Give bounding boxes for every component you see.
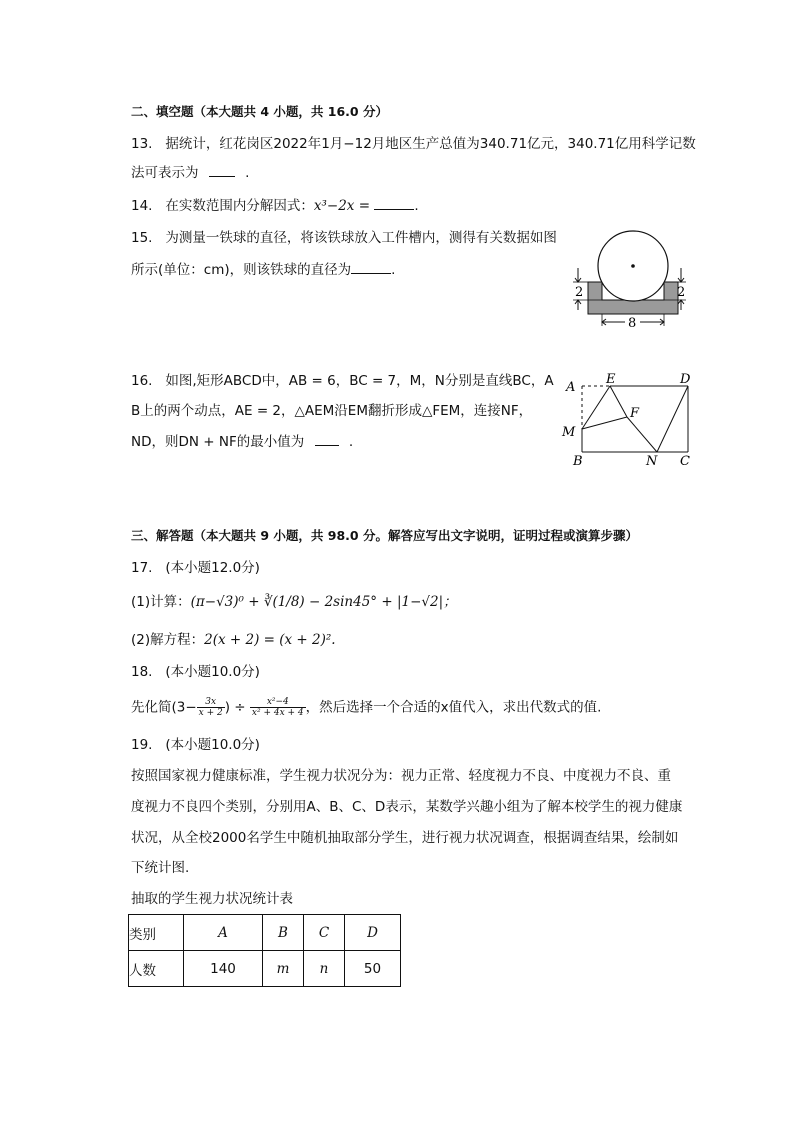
header-C: C bbox=[304, 915, 345, 951]
question-17-score: (本小题12.0分) bbox=[165, 560, 260, 576]
ball-groove-figure bbox=[570, 228, 690, 338]
question-18-number: 18. bbox=[131, 664, 153, 680]
question-16-text-3: ND，则DN + NF的最小值为 bbox=[131, 434, 305, 450]
question-13-text: 据统计，红花岗区2022年1月−12月地区生产总值为340.71亿元，340.71亿用科学记数 bbox=[165, 136, 696, 152]
question-19-number: 19. bbox=[131, 737, 153, 753]
header-category: 类别 bbox=[129, 915, 184, 951]
question-15-number: 15. bbox=[131, 230, 153, 246]
question-17-part1-label: (1)计算： bbox=[131, 594, 191, 610]
question-19-line1: 按照国家视力健康标准，学生视力状况分为：视力正常、轻度视力不良、中度视力不良、重 bbox=[131, 768, 671, 784]
header-D: D bbox=[345, 915, 401, 951]
row-label: 人数 bbox=[129, 951, 184, 987]
question-19-line2: 度视力不良四个类别，分别用A、B、C、D表示，某数学兴趣小组为了解本校学生的视力健康 bbox=[131, 799, 683, 815]
question-15-line2 bbox=[131, 261, 395, 279]
cell-B: m bbox=[263, 951, 304, 987]
question-17-number: 17. bbox=[131, 560, 153, 576]
header-B: B bbox=[263, 915, 304, 951]
label-A: A bbox=[566, 380, 576, 395]
question-16-number: 16. bbox=[131, 373, 153, 389]
question-17-part1 bbox=[131, 593, 457, 611]
question-17-part2-expression: 2(x + 2) = (x + 2)². bbox=[204, 632, 336, 648]
question-16-line1 bbox=[131, 372, 554, 390]
question-17-header bbox=[131, 559, 260, 577]
label-M: M bbox=[562, 425, 576, 440]
question-13-number: 13. bbox=[131, 136, 153, 152]
question-18-pre: 先化简(3− bbox=[131, 699, 197, 716]
question-15-text: 为测量一铁球的直径，将该铁球放入工件槽内，测得有关数据如图 bbox=[165, 230, 557, 246]
section-answer-title: 三、解答题（本大题共 9 小题，共 98.0 分。解答应写出文字说明，证明过程或演算步骤） bbox=[131, 528, 638, 543]
question-18-header bbox=[131, 663, 260, 681]
question-13-text-2: 法可表示为 bbox=[131, 165, 199, 181]
fraction-2-denominator: x² + 4x + 4 bbox=[251, 708, 304, 718]
cell-D: 50 bbox=[345, 951, 401, 987]
answer-blank-15[interactable] bbox=[351, 261, 391, 274]
rectangle-fold-figure bbox=[560, 370, 700, 470]
section-fill-in-title: 二、填空题（本大题共 4 小题，共 16.0 分） bbox=[131, 104, 388, 119]
answer-blank-16[interactable] bbox=[315, 433, 339, 446]
fraction-2-numerator: x²−4 bbox=[250, 697, 306, 708]
right-height-label: 2 bbox=[677, 285, 686, 300]
question-15-period: . bbox=[391, 262, 396, 278]
label-F: F bbox=[630, 406, 640, 421]
left-height-label: 2 bbox=[575, 285, 584, 300]
label-B: B bbox=[573, 454, 583, 469]
question-14 bbox=[131, 197, 419, 215]
label-E: E bbox=[606, 372, 616, 387]
question-18-fraction-2 bbox=[250, 697, 306, 718]
question-14-expression: x³−2x = bbox=[313, 198, 371, 214]
question-17-part2-label: (2)解方程： bbox=[131, 632, 205, 648]
question-15-line1 bbox=[131, 229, 557, 247]
width-label: 8 bbox=[628, 316, 637, 331]
table-header-row bbox=[129, 915, 401, 951]
question-14-period: . bbox=[414, 198, 419, 214]
question-16-text: 如图,矩形ABCD中，AB = 6，BC = 7，M，N分别是直线BC，A bbox=[165, 373, 554, 389]
label-D: D bbox=[680, 372, 691, 387]
ball-center-dot bbox=[631, 264, 635, 268]
question-19-line4: 下统计图. bbox=[131, 860, 190, 876]
question-17-part1-expression: (π−√3)⁰ + ∛(1/8) − 2sin45° + |1−√2|； bbox=[190, 594, 457, 610]
question-17-part2 bbox=[131, 631, 336, 649]
fraction-1-denominator: x + 2 bbox=[198, 708, 223, 718]
question-16-line2: B上的两个动点，AE = 2，△AEM沿EM翻折形成△FEM，连接NF， bbox=[131, 403, 533, 419]
question-13-line2 bbox=[131, 164, 249, 182]
question-19-header bbox=[131, 736, 260, 754]
cell-C: n bbox=[304, 951, 345, 987]
label-C: C bbox=[680, 454, 690, 469]
question-18-score: (本小题10.0分) bbox=[165, 664, 260, 680]
question-19-score: (本小题10.0分) bbox=[165, 737, 260, 753]
question-16-period: . bbox=[348, 434, 354, 450]
question-16-line3 bbox=[131, 433, 353, 451]
question-15-text-2: 所示(单位：cm)，则该铁球的直径为 bbox=[131, 262, 352, 278]
question-14-number: 14. bbox=[131, 198, 153, 214]
table-title: 抽取的学生视力状况统计表 bbox=[131, 891, 293, 907]
question-18-post: ，然后选择一个合适的x值代入，求出代数式的值. bbox=[305, 699, 602, 716]
question-19-line3: 状况，从全校2000名学生中随机抽取部分学生，进行视力状况调查，根据调查结果，绘制如 bbox=[131, 830, 679, 846]
answer-blank-14[interactable] bbox=[374, 197, 414, 210]
answer-blank-13[interactable] bbox=[209, 164, 235, 177]
header-A: A bbox=[184, 915, 263, 951]
question-13-period: . bbox=[245, 165, 250, 181]
question-18-body bbox=[131, 697, 601, 718]
table-data-row bbox=[129, 951, 401, 987]
label-N: N bbox=[646, 454, 658, 469]
fraction-1-numerator: 3x bbox=[197, 697, 225, 708]
question-18-divide: ) ÷ bbox=[224, 699, 250, 716]
question-13-line1 bbox=[131, 135, 696, 153]
question-18-fraction-1 bbox=[197, 697, 225, 718]
vision-stats-table bbox=[128, 914, 401, 987]
question-14-text: 在实数范围内分解因式： bbox=[165, 198, 314, 214]
cell-A: 140 bbox=[184, 951, 263, 987]
